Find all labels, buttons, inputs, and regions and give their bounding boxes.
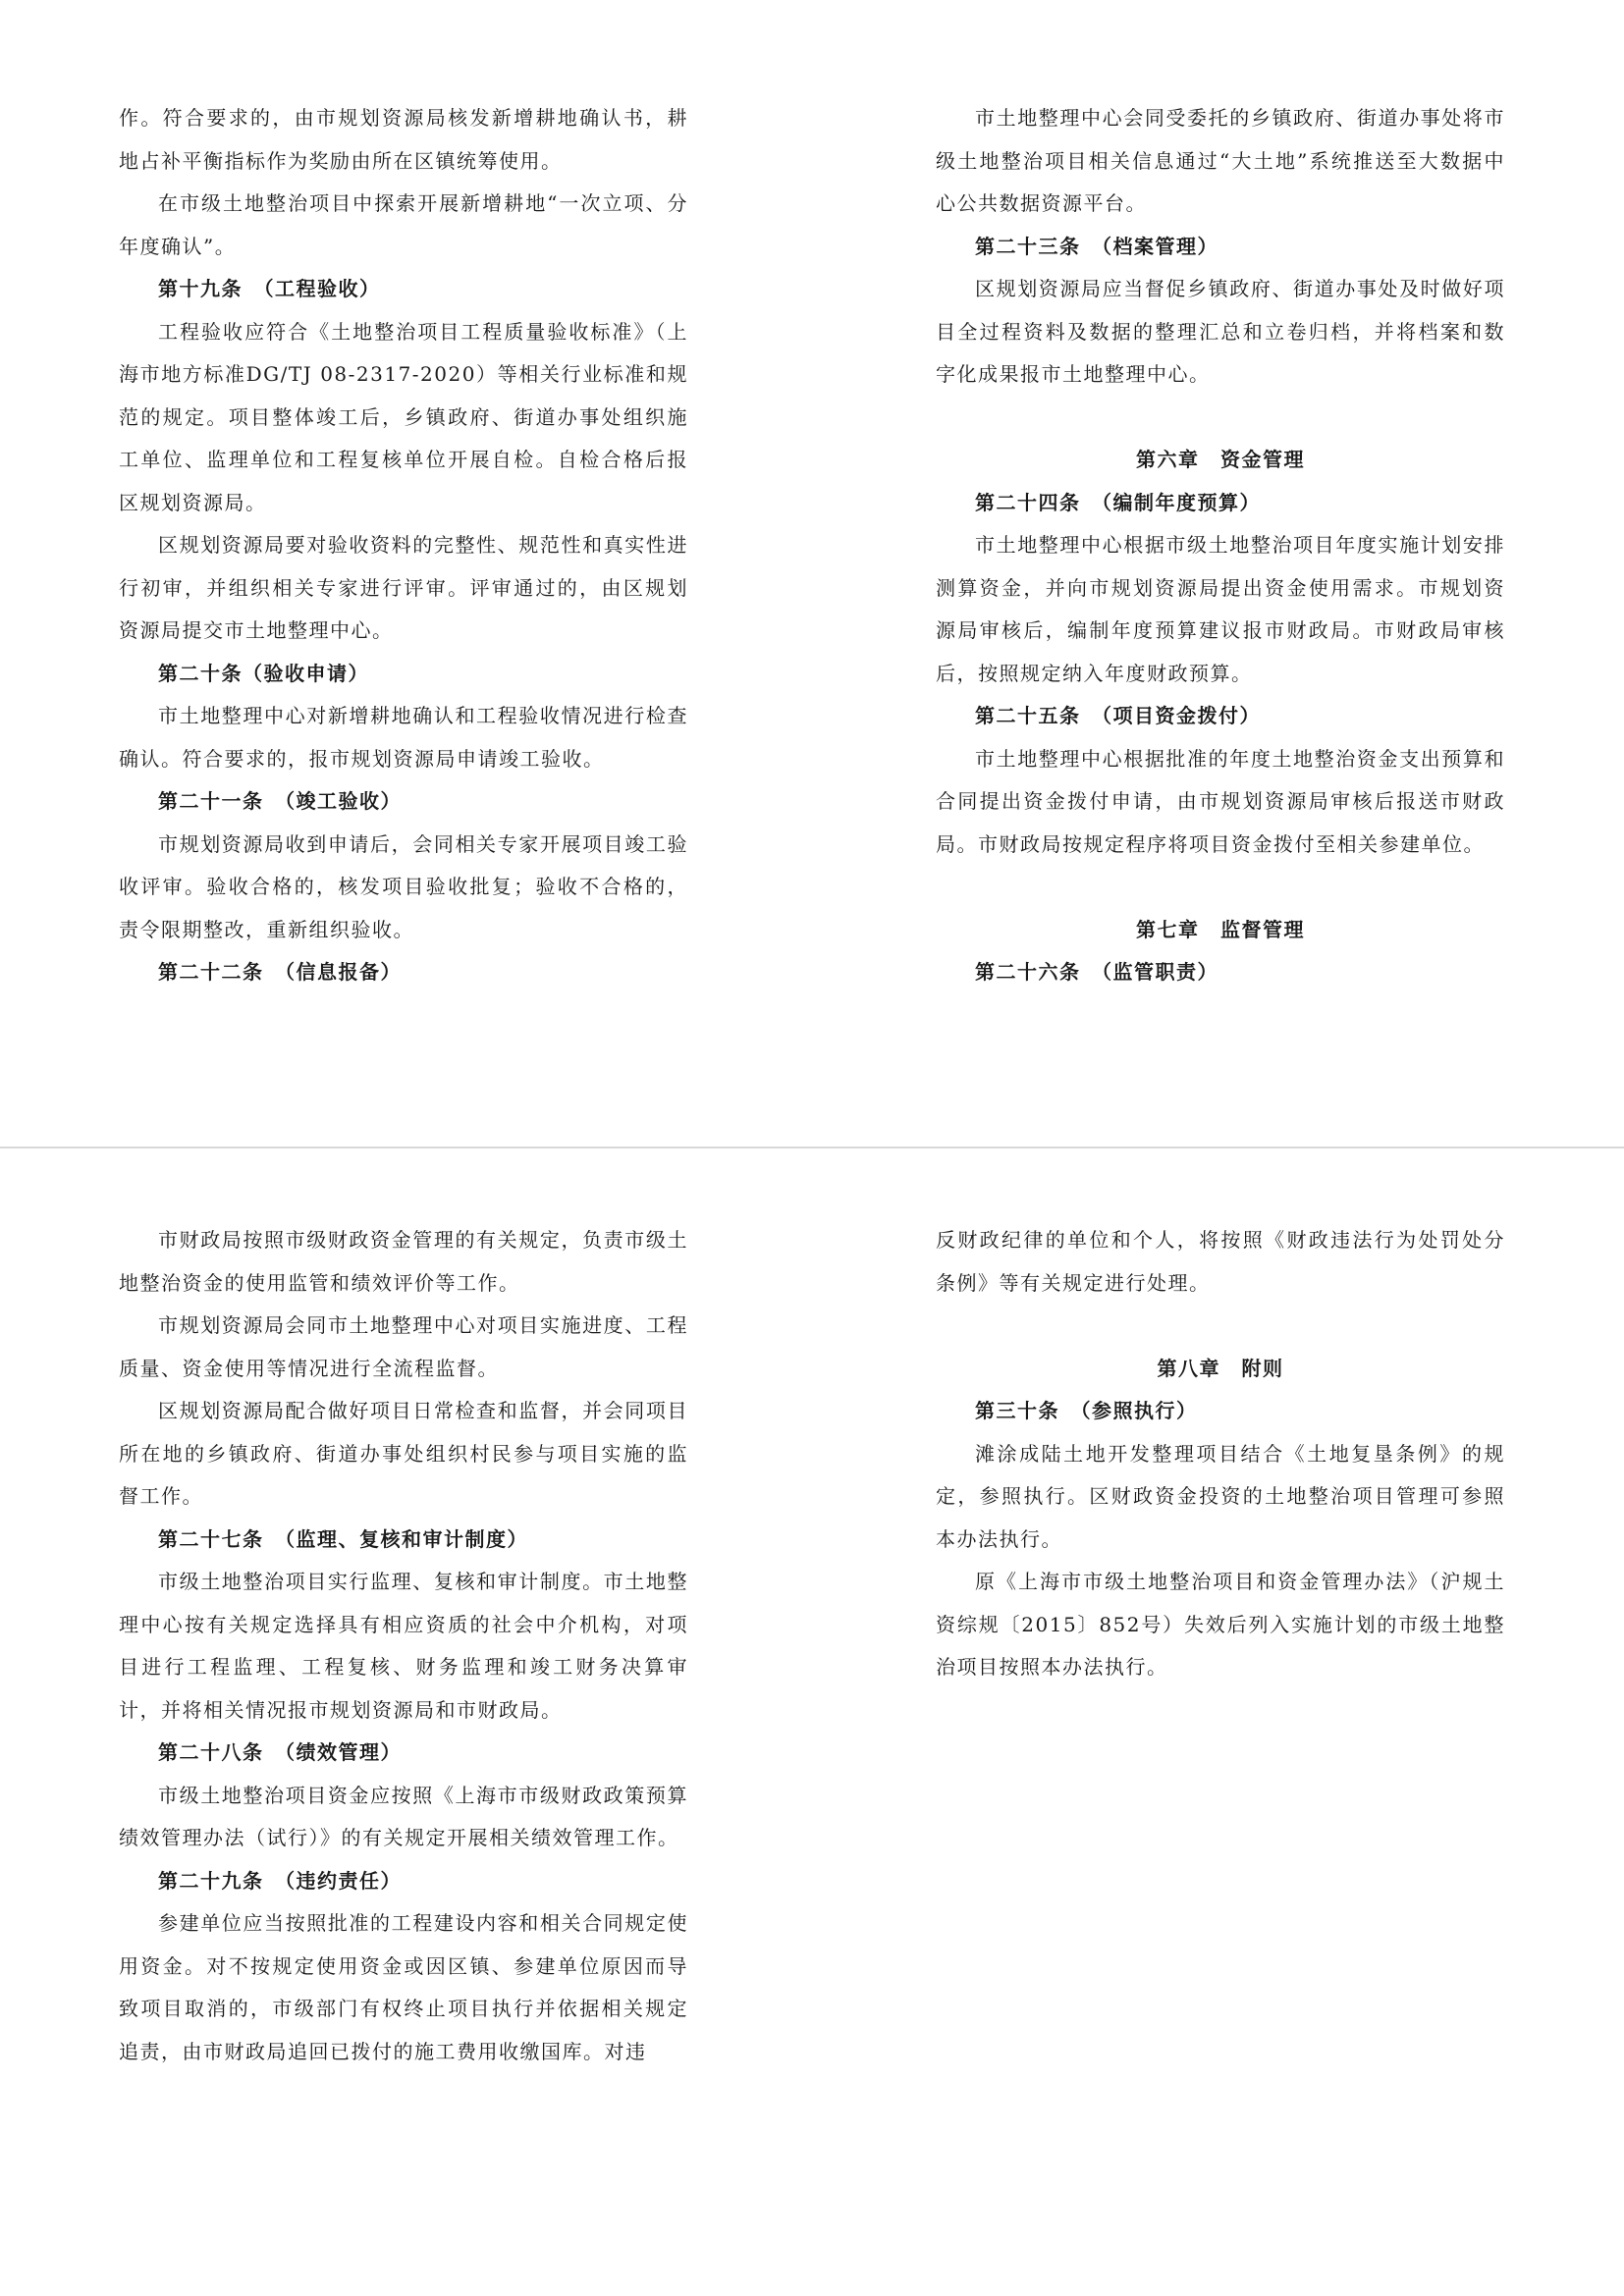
paragraph: 市财政局按照市级财政资金管理的有关规定，负责市级土地整治资金的使用监管和绩效评价等工作。 bbox=[119, 1228, 688, 1295]
chapter-heading-6: 第六章 资金管理 bbox=[1136, 448, 1305, 471]
page-left-column bbox=[119, 97, 688, 994]
paragraph: 参建单位应当按照批准的工程建设内容和相关合同规定使用资金。对不按规定使用资金或因区镇、参建单位原因而导致项目取消的，市级部门有权终止项目执行并依据相关规定追责，由市财政局追回已拨付的施工费用收缴国库。对违 bbox=[119, 1911, 688, 2063]
article-heading-27: 第二十七条 （监理、复核和审计制度） bbox=[158, 1526, 528, 1551]
paragraph: 市土地整理中心会同受委托的乡镇政府、街道办事处将市级土地整治项目相关信息通过“大土地”系统推送至大数据中心公共数据资源平台。 bbox=[936, 106, 1505, 215]
article-heading-20: 第二十条（验收申请） bbox=[158, 661, 369, 685]
paragraph: 在市级土地整治项目中探索开展新增耕地“一次立项、分年度确认”。 bbox=[119, 191, 688, 258]
article-heading-26: 第二十六条 （监管职责） bbox=[975, 960, 1218, 984]
article-heading-24: 第二十四条 （编制年度预算） bbox=[975, 490, 1261, 514]
paragraph: 市规划资源局会同市土地整理中心对项目实施进度、工程质量、资金使用等情况进行全流程监督。 bbox=[119, 1313, 688, 1380]
chapter-heading-8: 第八章 附则 bbox=[1157, 1356, 1284, 1380]
paragraph: 滩涂成陆土地开发整理项目结合《土地复垦条例》的规定，参照执行。区财政资金投资的土地整治项目管理可参照本办法执行。 bbox=[936, 1441, 1505, 1551]
article-heading-29: 第二十九条 （违约责任） bbox=[158, 1868, 402, 1893]
paragraph: 原《上海市市级土地整治项目和资金管理办法》（沪规土资综规〔2015〕852号）失效后列入实施计划的市级土地整治项目按照本办法执行。 bbox=[936, 1570, 1505, 1679]
chapter-heading-7: 第七章 监督管理 bbox=[1136, 917, 1305, 941]
article-heading-19: 第十九条 （工程验收） bbox=[158, 277, 381, 300]
document-spread-bottom bbox=[0, 1148, 1624, 2295]
article-heading-25: 第二十五条 （项目资金拨付） bbox=[975, 704, 1261, 727]
article-heading-30: 第三十条 （参照执行） bbox=[975, 1399, 1198, 1422]
paragraph: 作。符合要求的，由市规划资源局核发新增耕地确认书，耕地占补平衡指标作为奖励由所在区镇统筹使用。 bbox=[119, 106, 688, 173]
paragraph: 市土地整理中心根据批准的年度土地整治资金支出预算和合同提出资金拨付申请，由市规划资源局审核后报送市财政局。市财政局按规定程序将项目资金拨付至相关参建单位。 bbox=[936, 746, 1505, 856]
page-right-column bbox=[936, 1219, 1505, 1689]
article-heading-22: 第二十二条 （信息报备） bbox=[158, 960, 402, 984]
paragraph: 市规划资源局收到申请后，会同相关专家开展项目竣工验收评审。验收合格的，核发项目验收批复；验收不合格的，责令限期整改，重新组织验收。 bbox=[119, 831, 688, 941]
paragraph: 区规划资源局要对验收资料的完整性、规范性和真实性进行初审，并组织相关专家进行评审。评审通过的，由区规划资源局提交市土地整理中心。 bbox=[119, 533, 688, 642]
paragraph: 工程验收应符合《土地整治项目工程质量验收标准》（上海市地方标准DG/TJ 08-2317-2020）等相关行业标准和规范的规定。项目整体竣工后，乡镇政府、街道办事处组织施工单位、监理单位和工程复核单位开展自检。自检合格后报区规划资源局。 bbox=[119, 319, 688, 514]
page-right-column bbox=[936, 97, 1505, 994]
paragraph: 市土地整理中心对新增耕地确认和工程验收情况进行检查确认。符合要求的，报市规划资源局申请竣工验收。 bbox=[119, 704, 688, 771]
document-spread-top bbox=[0, 0, 1624, 1147]
article-heading-23: 第二十三条 （档案管理） bbox=[975, 234, 1218, 258]
paragraph: 区规划资源局应当督促乡镇政府、街道办事处及时做好项目全过程资料及数据的整理汇总和立卷归档，并将档案和数字化成果报市土地整理中心。 bbox=[936, 277, 1505, 386]
paragraph: 市级土地整治项目实行监理、复核和审计制度。市土地整理中心按有关规定选择具有相应资质的社会中介机构，对项目进行工程监理、工程复核、财务监理和竣工财务决算审计，并将相关情况报市规划资源局和市财政局。 bbox=[119, 1570, 688, 1722]
page-left-column bbox=[119, 1219, 688, 2073]
paragraph: 市土地整理中心根据市级土地整治项目年度实施计划安排测算资金，并向市规划资源局提出资金使用需求。市规划资源局审核后，编制年度预算建议报市财政局。市财政局审核后，按照规定纳入年度财政预算。 bbox=[936, 533, 1505, 685]
paragraph: 反财政纪律的单位和个人，将按照《财政违法行为处罚处分条例》等有关规定进行处理。 bbox=[936, 1228, 1505, 1295]
article-heading-28: 第二十八条 （绩效管理） bbox=[158, 1740, 402, 1764]
article-heading-21: 第二十一条 （竣工验收） bbox=[158, 789, 402, 813]
paragraph: 区规划资源局配合做好项目日常检查和监督，并会同项目所在地的乡镇政府、街道办事处组织村民参与项目实施的监督工作。 bbox=[119, 1399, 688, 1508]
paragraph: 市级土地整治项目资金应按照《上海市市级财政政策预算绩效管理办法（试行）》的有关规定开展相关绩效管理工作。 bbox=[119, 1783, 688, 1849]
